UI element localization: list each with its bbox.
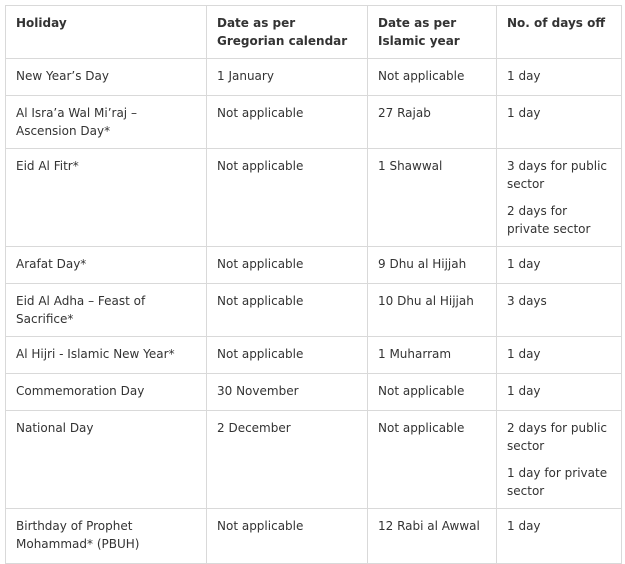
gregorian-date-cell: Not applicable <box>207 247 368 284</box>
days-off-text: 1 day <box>507 257 541 271</box>
table-row <box>6 509 622 564</box>
header-holiday: Holiday <box>6 6 207 59</box>
table-row <box>6 374 622 411</box>
table-body <box>6 59 622 564</box>
days-off-cell <box>497 411 622 509</box>
days-off-cell <box>497 374 622 411</box>
islamic-date-cell: Not applicable <box>368 59 497 96</box>
islamic-date-cell: Not applicable <box>368 374 497 411</box>
holiday-name-cell: New Year’s Day <box>6 59 207 96</box>
days-off-cell <box>497 59 622 96</box>
days-off-cell <box>497 96 622 149</box>
header-gregorian-date: Date as per Gregorian calendar <box>207 6 368 59</box>
holiday-name-cell: Eid Al Adha – Feast of Sacrifice* <box>6 284 207 337</box>
days-off-cell <box>497 337 622 374</box>
days-off-cell <box>497 284 622 337</box>
holiday-name-cell: Arafat Day* <box>6 247 207 284</box>
table-row <box>6 149 622 247</box>
days-off-cell <box>497 149 622 247</box>
table-row <box>6 247 622 284</box>
islamic-date-cell: 1 Shawwal <box>368 149 497 247</box>
gregorian-date-cell: Not applicable <box>207 284 368 337</box>
days-off-text: 3 days <box>507 294 547 308</box>
header-row <box>6 6 622 59</box>
islamic-date-cell: 1 Muharram <box>368 337 497 374</box>
gregorian-date-cell: Not applicable <box>207 337 368 374</box>
islamic-date-cell: 10 Dhu al Hijjah <box>368 284 497 337</box>
days-off-text: 1 day <box>507 106 541 120</box>
table-row <box>6 96 622 149</box>
days-off-text: 1 day for private sector <box>507 466 608 498</box>
holiday-name-cell: Eid Al Fitr* <box>6 149 207 247</box>
islamic-date-cell: 12 Rabi al Awwal <box>368 509 497 564</box>
table-row <box>6 284 622 337</box>
gregorian-date-cell: 30 November <box>207 374 368 411</box>
gregorian-date-cell: 1 January <box>207 59 368 96</box>
days-off-cell <box>497 509 622 564</box>
holiday-name-cell: Al Isra’a Wal Mi’raj – Ascension Day* <box>6 96 207 149</box>
table-row <box>6 411 622 509</box>
table-row <box>6 337 622 374</box>
islamic-date-cell: Not applicable <box>368 411 497 509</box>
table-row <box>6 59 622 96</box>
header-days-off: No. of days off <box>497 6 622 59</box>
days-off-text: 2 days for private sector <box>507 204 591 236</box>
islamic-date-cell: 9 Dhu al Hijjah <box>368 247 497 284</box>
gregorian-date-cell: Not applicable <box>207 509 368 564</box>
islamic-date-cell: 27 Rajab <box>368 96 497 149</box>
holiday-name-cell: National Day <box>6 411 207 509</box>
days-off-text: 1 day <box>507 347 541 361</box>
holiday-name-cell: Birthday of Prophet Mohammad* (PBUH) <box>6 509 207 564</box>
days-off-text: 1 day <box>507 384 541 398</box>
days-off-text: 1 day <box>507 519 541 533</box>
table-header <box>6 6 622 59</box>
gregorian-date-cell: 2 December <box>207 411 368 509</box>
days-off-cell <box>497 247 622 284</box>
gregorian-date-cell: Not applicable <box>207 96 368 149</box>
header-islamic-date: Date as per Islamic year <box>368 6 497 59</box>
days-off-text: 3 days for public sector <box>507 159 608 191</box>
holiday-name-cell: Commemoration Day <box>6 374 207 411</box>
days-off-text: 2 days for public sector <box>507 421 608 453</box>
holiday-name-cell: Al Hijri - Islamic New Year* <box>6 337 207 374</box>
days-off-text: 1 day <box>507 69 541 83</box>
gregorian-date-cell: Not applicable <box>207 149 368 247</box>
holidays-table <box>5 5 622 564</box>
